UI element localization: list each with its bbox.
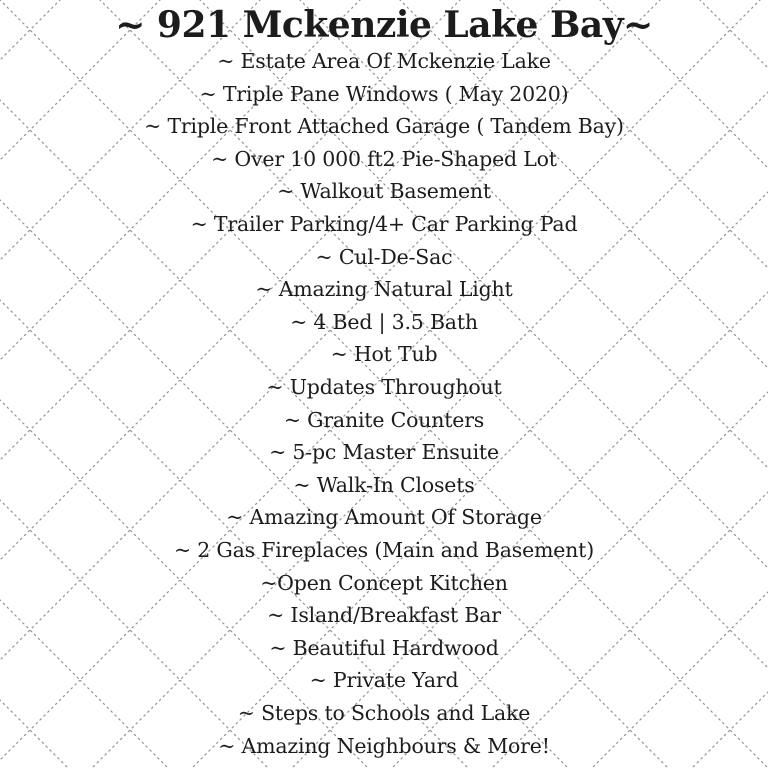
feature-item: ~ 5-pc Master Ensuite xyxy=(269,440,499,465)
feature-item: ~ Granite Counters xyxy=(283,407,485,432)
feature-item: ~ Estate Area Of Mckenzie Lake xyxy=(217,49,551,73)
feature-item: ~ Updates Throughout xyxy=(266,375,502,399)
feature-item: ~ Triple Pane Windows ( May 2020) xyxy=(199,81,569,106)
feature-item: ~ 4 Bed | 3.5 Bath xyxy=(290,309,478,334)
feature-item: ~ Cul-De-Sac xyxy=(315,244,453,269)
feature-item: ~ Island/Breakfast Bar xyxy=(267,603,501,628)
feature-item: ~ 2 Gas Fireplaces (Main and Basement) xyxy=(173,538,595,562)
feature-item: ~ Hot Tub xyxy=(330,342,438,367)
feature-item: ~ Walkout Basement xyxy=(277,179,491,204)
feature-item: ~ Amazing Amount Of Storage xyxy=(226,505,542,530)
feature-item: ~ Beautiful Hardwood xyxy=(269,635,499,660)
feature-item: ~ Trailer Parking/4+ Car Parking Pad xyxy=(190,212,578,236)
feature-item: ~ Over 10 000 ft2 Pie-Shaped Lot xyxy=(211,146,557,171)
feature-item: ~Open Concept Kitchen xyxy=(260,570,508,595)
feature-item: ~ Steps to Schools and Lake xyxy=(237,701,531,725)
feature-item: ~ Walk-In Closets xyxy=(293,472,475,497)
feature-item: ~ Amazing Neighbours & More! xyxy=(218,733,550,758)
feature-item: ~ Triple Front Attached Garage ( Tandem Bay) xyxy=(144,114,624,139)
feature-item: ~ Private Yard xyxy=(309,668,459,693)
listing-title: ~ 921 Mckenzie Lake Bay~ xyxy=(115,4,653,46)
feature-item: ~ Amazing Natural Light xyxy=(255,277,513,302)
